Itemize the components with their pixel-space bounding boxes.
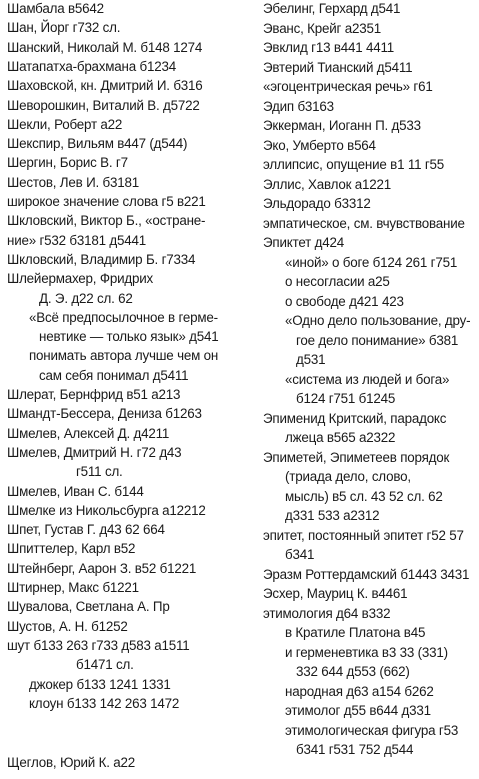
index-subentry: сам себя понимал д5411 [39, 367, 189, 383]
index-entry: Шлейермахер, Фридрих [7, 271, 153, 287]
index-subentry: г511 сл. [76, 464, 123, 480]
index-entry: Штирнер, Макс б1221 [7, 580, 139, 595]
index-entry: Эразм Роттердамский б1443 3431 [263, 566, 470, 582]
index-entry: Эсхер, Мауриц К. в4461 [263, 586, 408, 601]
index-entry: Шан, Йорг г732 сл. [7, 20, 121, 36]
index-entry: Шмелев, Дмитрий Н. г72 д43 [7, 444, 182, 460]
index-entry: Шергин, Борис В. г7 [7, 155, 128, 171]
index-entry: Шмандт-Бессера, Дениза б1263 [7, 406, 202, 422]
index-entry: Эпименид Критский, парадокс [263, 410, 447, 426]
index-entry: Эдип б3163 [263, 98, 334, 114]
index-entry: Эбелинг, Герхард д541 [263, 1, 401, 16]
index-subentry: «Одно дело пользование, дру- [285, 313, 471, 328]
index-subentry: 332 644 д553 (662) [296, 664, 410, 679]
index-subentry: невтике — только язык» д541 [39, 329, 219, 345]
index-entry: Эккерман, Иоганн П. д533 [263, 118, 421, 133]
index-subentry: д331 533 а2312 [285, 508, 380, 523]
index-subentry: о несогласии а25 [285, 274, 390, 289]
index-subentry: б341 г531 752 д544 [296, 742, 414, 757]
index-entry: Шкловский, Владимир Б. г7334 [7, 251, 196, 267]
index-subentry: «система из людей и бога» [285, 371, 450, 387]
index-entry: Шестов, Лев И. б3181 [7, 174, 139, 190]
index-entry: «эгоцентрическая речь» г61 [263, 79, 433, 94]
index-entry: Шатапатха-брахмана б1234 [7, 58, 176, 74]
index-subentry: б341 [285, 547, 315, 562]
index-entry: эпитет, постоянный эпитет г52 57 [263, 527, 464, 543]
index-entry: Эко, Умберто в564 [263, 137, 376, 153]
index-entry: Шаховской, кн. Дмитрий И. б316 [7, 78, 203, 94]
index-subentry: д531 [296, 352, 326, 367]
index-entry: Эванс, Крейг а2351 [263, 20, 381, 36]
index-subentry: о свободе д421 423 [285, 293, 404, 309]
index-entry: эмпатическое, см. вчувствование [263, 215, 465, 231]
index-subentry: мысль) в5 сл. 43 52 сл. 62 [285, 488, 443, 504]
index-subentry: джокер б133 1241 1331 [29, 676, 171, 692]
index-entry: Шустов, А. Н. б1252 [7, 618, 128, 634]
index-entry: Эвклид г13 в441 4411 [263, 40, 395, 55]
index-entry: эллипсис, опущение в1 11 г55 [263, 157, 445, 172]
index-subentry: «иной» о боге б124 261 г751 [285, 254, 458, 270]
index-entry: Шкловский, Виктор Б., «остране- [7, 213, 206, 229]
index-subentry: б1471 сл. [76, 657, 134, 673]
index-entry: Эллис, Хавлок а1221 [263, 176, 392, 192]
index-entry: Шмелке из Никольсбурга а12212 [7, 502, 206, 518]
index-subentry: (триада дело, слово, [285, 469, 411, 484]
index-subentry: этимолог д55 в644 д331 [285, 703, 431, 718]
index-entry: Эвтерий Тианский д5411 [263, 59, 413, 75]
index-subentry: лжеца в565 а2322 [285, 430, 396, 445]
index-entry: Шамбала в5642 [7, 1, 104, 16]
index-subentry: клоун б133 142 263 1472 [29, 695, 180, 711]
index-entry: Шекспир, Вильям в447 (д544) [7, 136, 188, 152]
index-subentry: народная д63 а154 б262 [285, 683, 434, 699]
index-entry: этимология д64 в332 [263, 605, 391, 621]
index-subentry: в Кратиле Платона в45 [285, 625, 426, 640]
index-subentry: «Всё предпосылочное в герме- [29, 309, 218, 325]
index-subentry: б124 г751 б1245 [296, 391, 396, 406]
index-entry: Шеворошкин, Виталий В. д5722 [7, 97, 200, 113]
index-entry: Щеглов, Юрий К. а22 [7, 755, 135, 770]
index-entry: Шувалова, Светлана А. Пр [7, 599, 170, 615]
index-entry: Эпиктет д424 [263, 235, 344, 250]
index-entry: Шанский, Николай М. б148 1274 [7, 39, 203, 55]
index-entry: Шмелев, Алексей Д. д4211 [7, 425, 170, 441]
index-entry: широкое значение слова г5 в221 [7, 194, 206, 209]
index-subentry: Д. Э. д22 сл. 62 [39, 290, 133, 306]
index-entry: Эльдорадо б3312 [263, 196, 371, 211]
index-entry: Шпет, Густав Г. д43 62 664 [7, 522, 165, 538]
index-subentry: понимать автора лучше чем он [29, 348, 219, 364]
index-entry: ние» г532 б3181 д5441 [7, 232, 147, 248]
index-entry: шут б133 263 г733 д583 а1511 [7, 637, 190, 653]
index-entry: Шпиттелер, Карл в52 [7, 541, 136, 557]
index-subentry: этимологическая фигура г53 [285, 722, 459, 738]
index-entry: Шекли, Роберт а22 [7, 116, 123, 132]
index-entry: Шмелев, Иван С. б144 [7, 483, 144, 499]
index-subentry: и герменевтика в3 33 (331) [285, 644, 448, 660]
index-entry: Штейнберг, Аарон З. в52 б1221 [7, 560, 197, 576]
index-subentry: гое дело понимание» б381 [296, 332, 459, 348]
index-entry: Шлерат, Бернфрид в51 а213 [7, 387, 181, 402]
index-entry: Эпиметей, Эпиметеев порядок [263, 449, 450, 465]
